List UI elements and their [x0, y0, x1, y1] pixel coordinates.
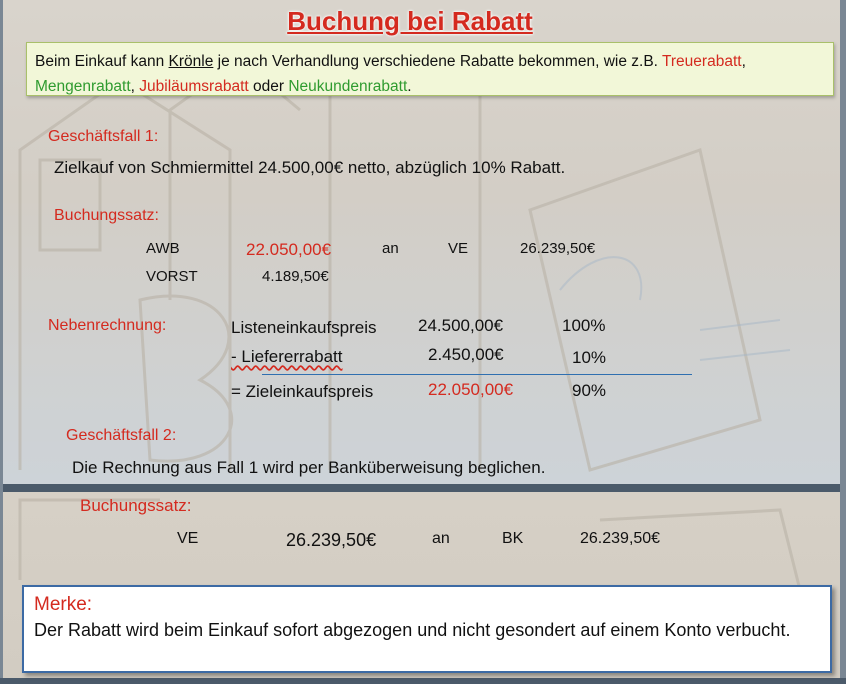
neben-row2-betrag: 2.450,00€ [428, 345, 504, 364]
fall2-text: Die Rechnung aus Fall 1 wird per Banküberweisung beglichen. [72, 458, 546, 477]
intro-name: Krönle [168, 53, 214, 70]
intro-mengenrabatt: Mengenrabatt [35, 78, 131, 95]
intro-text: je nach Verhandlung verschiedene Rabatte bekommen, wie z.B. [213, 53, 662, 70]
buchung2-konto-ve: VE [177, 530, 199, 547]
nebenrechnung-label: Nebenrechnung: [48, 317, 167, 334]
neben-sum-line [262, 374, 692, 375]
intro-comma: , [130, 78, 140, 95]
buchung2-betrag: 26.239,50€ [286, 530, 377, 550]
frame-left-edge [0, 0, 3, 684]
frame-right-edge [840, 0, 846, 684]
intro-text: Beim Einkauf kann [35, 53, 169, 70]
buchung1-betrag-awb: 22.050,00€ [246, 240, 332, 259]
intro-treuerabatt: Treuerabatt [662, 53, 742, 70]
buchung1-an: an [382, 240, 399, 257]
merke-box [22, 585, 832, 673]
buchung2-gegen-betrag: 26.239,50€ [580, 530, 661, 547]
fall1-label: Geschäftsfall 1: [48, 128, 159, 145]
neben-row3-betrag: 22.050,00€ [428, 380, 514, 399]
intro-neukundenrabatt: Neukundenrabatt [288, 78, 408, 95]
neben-row2-pct: 10% [572, 348, 607, 367]
intro-text: oder [248, 78, 289, 95]
buchung1-gegen-ve: VE [448, 240, 469, 257]
neben-row1-text: Listeneinkaufspreis [231, 318, 377, 337]
buchung2-gegen-bk: BK [502, 530, 524, 547]
neben-row1-pct: 100% [562, 316, 606, 335]
merke-text: Der Rabatt wird beim Einkauf sofort abgezogen und nicht gesondert auf einem Konto verbucht. [34, 620, 791, 640]
buchung1-betrag-vorst: 4.189,50€ [262, 268, 329, 285]
divider-band [0, 484, 846, 492]
merke-title: Merke: [34, 594, 93, 615]
neben-row3-pct: 90% [572, 381, 607, 400]
intro-text: . [407, 78, 412, 95]
buchung1-label: Buchungssatz: [54, 207, 159, 224]
neben-row1-betrag: 24.500,00€ [418, 316, 504, 335]
page-title: Buchung bei Rabatt [287, 6, 533, 36]
frame-bottom-edge [0, 678, 846, 684]
buchung1-konto-vorst: VORST [146, 268, 198, 285]
fall2-label: Geschäftsfall 2: [66, 427, 177, 444]
buchung2-label: Buchungssatz: [80, 496, 192, 515]
intro-jubilaeumsrabatt: Jubiläumsrabatt [139, 78, 249, 95]
fall1-text: Zielkauf von Schmiermittel 24.500,00€ netto, abzüglich 10% Rabatt. [54, 158, 566, 177]
intro-box [26, 42, 834, 96]
buchung1-konto-awb: AWB [146, 240, 180, 257]
neben-row3-text: = Zieleinkaufspreis [231, 382, 374, 401]
neben-row2-text: - Liefererrabatt [231, 347, 343, 366]
intro-comma: , [741, 53, 746, 70]
buchung2-an: an [432, 530, 450, 547]
buchung1-gegen-betrag: 26.239,50€ [520, 240, 596, 257]
